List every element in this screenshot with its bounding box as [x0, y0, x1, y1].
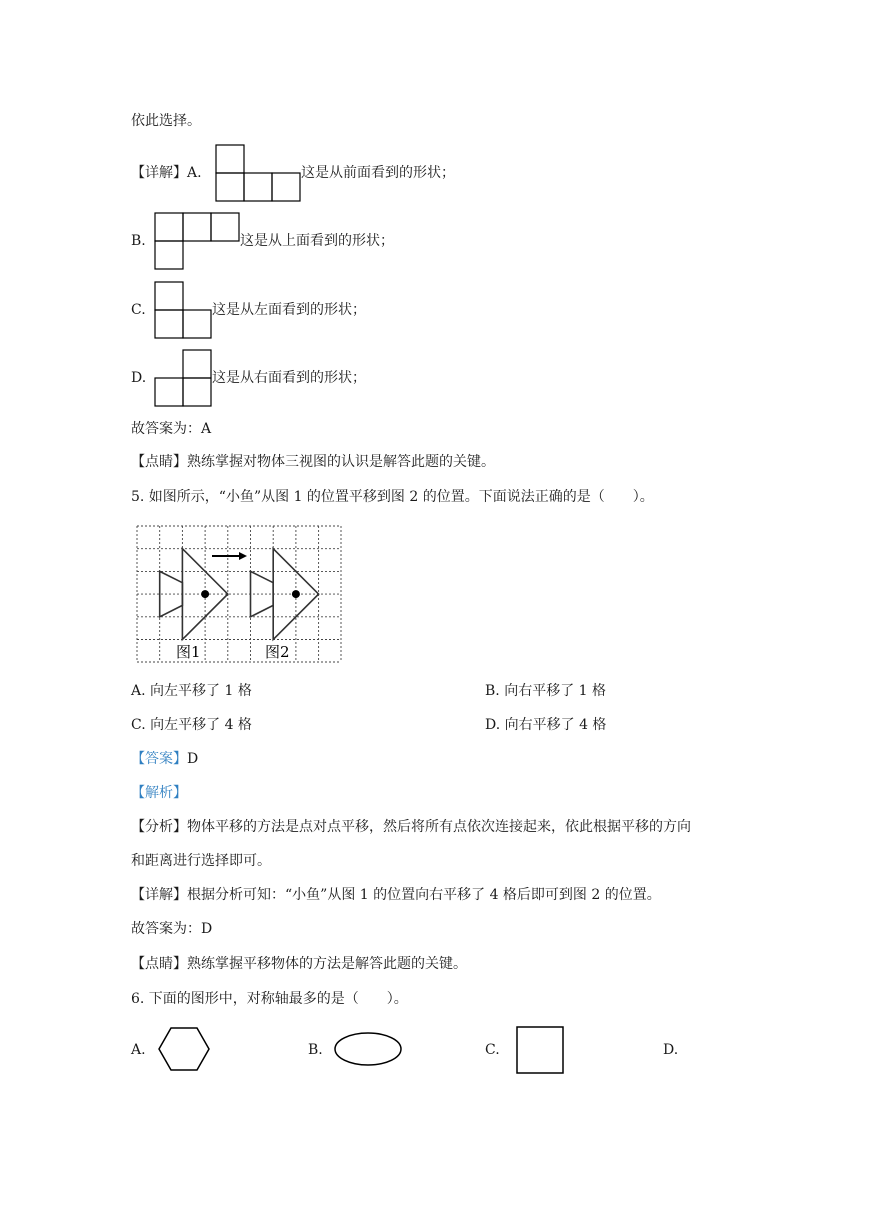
detail-c-text: 这是从左面看到的形状； [212, 302, 366, 318]
option-d: D. 向右平移了 4 格 [485, 717, 607, 733]
square-shape [516, 1026, 564, 1074]
option-c: C. 向左平移了 4 格 [131, 717, 252, 733]
analysis-tag: 【解析】 [131, 785, 187, 801]
view-left-figure [154, 281, 212, 339]
option-a: A. 向左平移了 1 格 [131, 683, 252, 699]
figure-label-1: 图1 [176, 643, 201, 661]
q6-option-c-label: C. [485, 1042, 500, 1058]
fish-1-eye [201, 590, 209, 598]
detail-d-text: 这是从右面看到的形状； [212, 370, 366, 386]
answer-line-q5: 故答案为：D [131, 921, 213, 937]
detail-b-prefix: B. [131, 233, 146, 249]
hexagon-shape [158, 1027, 210, 1071]
q6-option-b-label: B. [308, 1042, 323, 1058]
answer-line-q4: 故答案为：A [131, 421, 212, 437]
detail-d-prefix: D. [131, 370, 147, 386]
detail-line: 【详解】根据分析可知：“小鱼”从图 1 的位置向右平移了 4 格后即可到图 2 的位置。 [131, 887, 661, 903]
q6-option-a-label: A. [131, 1042, 146, 1058]
answer-row [131, 750, 198, 768]
fish-2 [251, 549, 319, 640]
detail-a-prefix: 【详解】A. [131, 165, 202, 181]
fish-2-eye [292, 590, 300, 598]
figure-label-2: 图2 [265, 643, 290, 661]
analysis-line-1: 【分析】物体平移的方法是点对点平移，然后将所有点依次连接起来，依此根据平移的方向 [131, 819, 691, 835]
answer-value: D [187, 751, 199, 767]
detail-c-prefix: C. [131, 302, 146, 318]
fish-translation-figure [136, 525, 342, 663]
ellipse-shape [333, 1031, 403, 1067]
view-right-figure [154, 349, 212, 407]
question-6-stem: 6. 下面的图形中，对称轴最多的是（ ）。 [131, 991, 408, 1007]
answer-tag: 【答案】 [131, 751, 187, 767]
detail-a-text: 这是从前面看到的形状； [301, 165, 455, 181]
q6-option-d-label: D. [663, 1042, 679, 1058]
comment-line-q4: 【点睛】熟练掌握对物体三视图的认识是解答此题的关键。 [131, 454, 495, 470]
comment-line-q5: 【点睛】熟练掌握平移物体的方法是解答此题的关键。 [131, 956, 467, 972]
view-top-figure [154, 212, 240, 270]
text-line: 依此选择。 [131, 113, 201, 129]
arrow-right-icon [212, 552, 247, 560]
question-5-stem: 5. 如图所示，“小鱼”从图 1 的位置平移到图 2 的位置。下面说法正确的是（ ）。 [131, 489, 654, 505]
option-b: B. 向右平移了 1 格 [485, 683, 606, 699]
analysis-line-2: 和距离进行选择即可。 [131, 853, 271, 869]
detail-b-text: 这是从上面看到的形状； [240, 233, 394, 249]
view-front-figure [215, 144, 301, 202]
